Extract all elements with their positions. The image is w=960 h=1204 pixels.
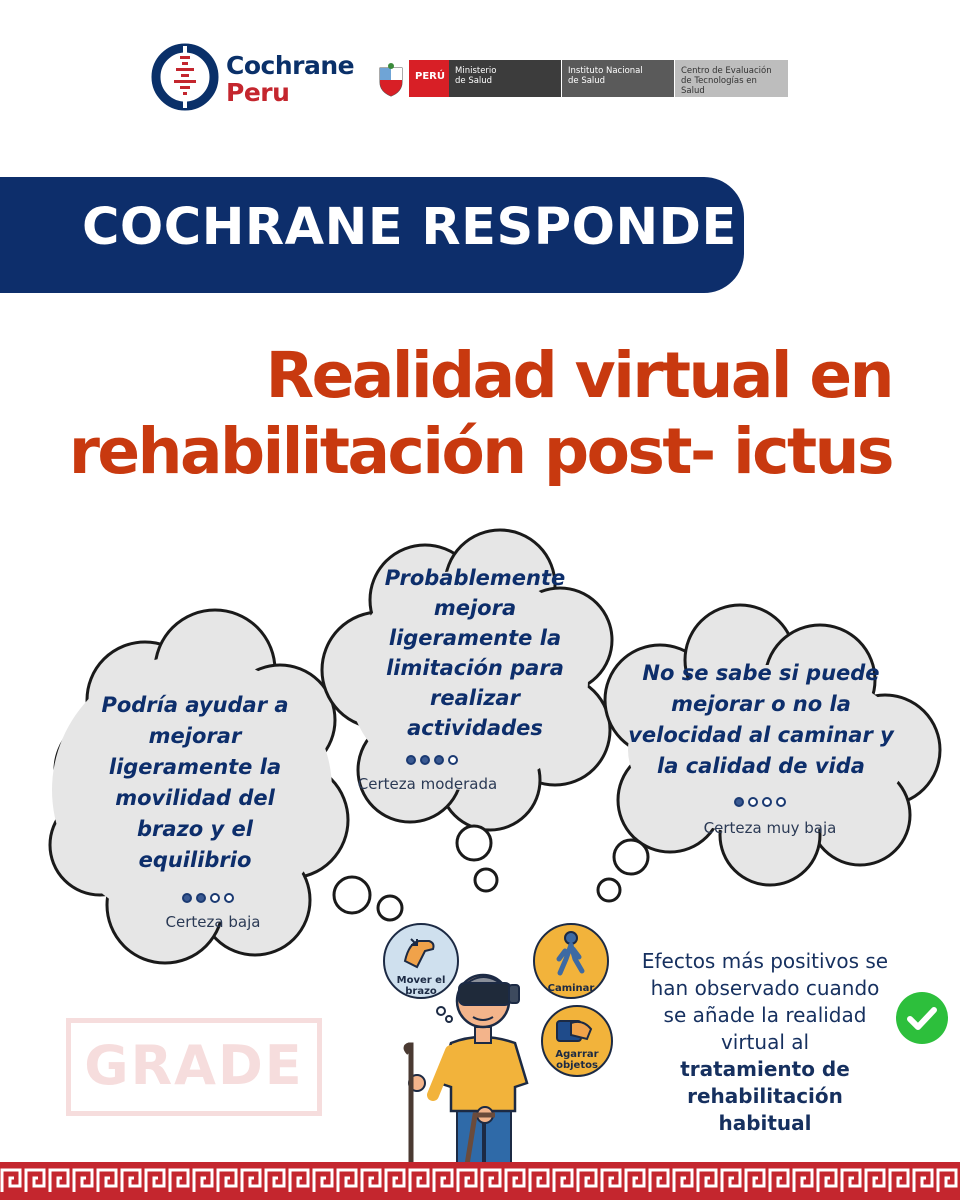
certainty-dot-empty [748,797,758,807]
banner-title: COCHRANE RESPONDE [82,198,737,257]
effects-note [640,948,890,1137]
grab-objects-icon [541,1005,613,1077]
effects-note-bold: tratamiento de rehabilitación habitual [680,1057,850,1135]
effects-note-text: Efectos más positivos se han observado cuando se añade la realidad virtual al [641,949,889,1054]
certainty-dot-filled [196,893,206,903]
certainty-dot-empty [448,755,458,765]
certainty-dot-empty [210,893,220,903]
bubble-middle-text: Probablemente mejora ligeramente la limitación para realizar actividades [384,566,566,740]
bubble-right-certainty-label: Certeza muy baja [703,819,837,837]
cochrane-wordmark-line2: Peru [226,78,290,107]
bubble-right-certainty-dots [720,797,800,807]
gov-peru-label: PERÚ [409,60,449,97]
bubble-left-text: Podría ayudar a mejorar ligeramente la movilidad del brazo y el equilibrio [101,693,289,872]
certainty-dot-empty [762,797,772,807]
certainty-dot-filled [734,797,744,807]
peruvian-pattern-border [0,1162,960,1200]
certainty-dot-filled [406,755,416,765]
check-icon [896,992,948,1044]
bubble-left-certainty-label: Certeza baja [165,913,261,931]
vr-user-illustration [395,955,545,1165]
bubble-middle-certainty-label: Certeza moderada [357,775,498,793]
page-title-line2: rehabilitación post- ictus [68,415,892,488]
cochrane-wordmark-line1: Cochrane [226,51,355,80]
grab-objects-label: Agarrar objetos [555,1049,599,1071]
gov-cet-label: Centro de Evaluación de Tecnologías en Salud [674,60,788,97]
certainty-dot-filled [420,755,430,765]
gov-ins-label: Instituto Nacional de Salud [561,60,674,97]
certainty-dot-filled [434,755,444,765]
certainty-dot-empty [776,797,786,807]
gov-minsa-label: Ministerio de Salud [449,60,561,97]
bubble-left-certainty-dots [168,893,248,903]
certainty-dot-filled [182,893,192,903]
page-title-line1: Realidad virtual en [265,339,892,412]
walk-label: Caminar [547,983,595,994]
bubble-middle-certainty-dots [392,755,472,765]
move-arm-label: Mover el brazo [396,975,446,997]
bubble-right-text: No se sabe si puede mejorar o no la velocidad al caminar y la calidad de vida [628,661,894,778]
grade-watermark: GRADE [66,1018,322,1116]
certainty-dot-empty [224,893,234,903]
greek-key-pattern-icon [0,1162,960,1200]
